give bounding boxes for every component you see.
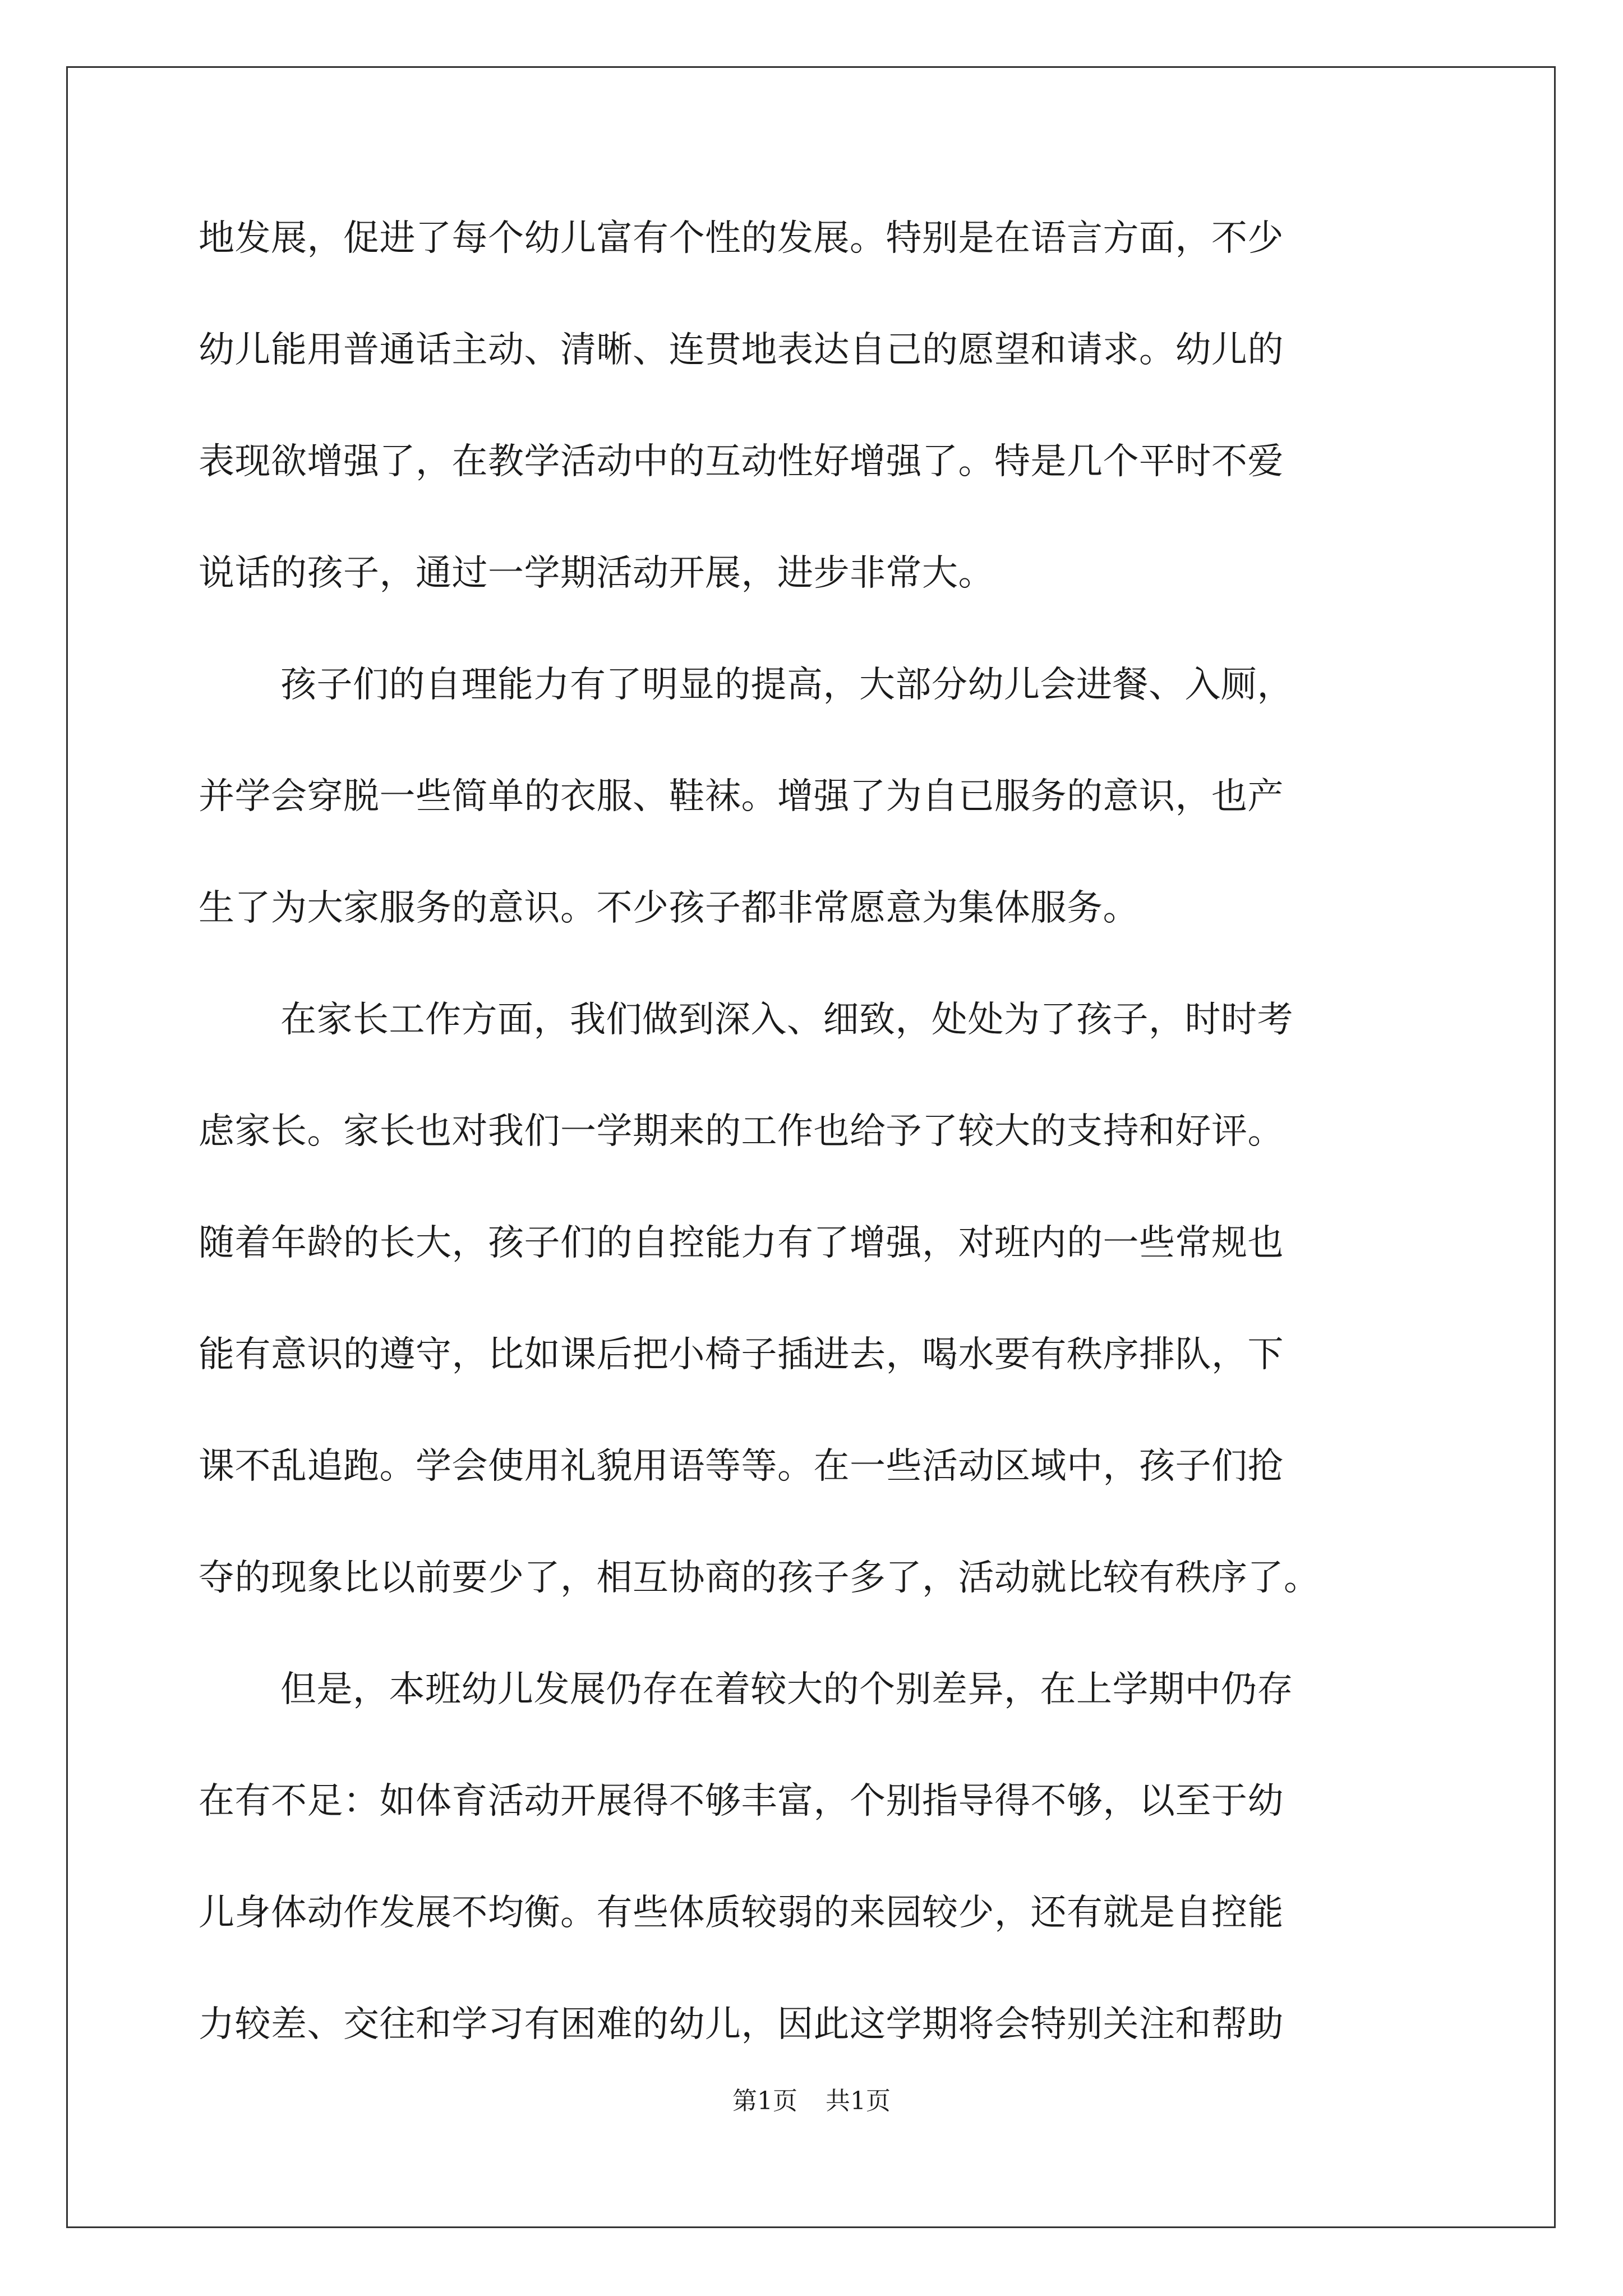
text-line: 并学会穿脱一些简单的衣服、鞋袜。增强了为自已服务的意识，也产 xyxy=(199,776,1284,817)
page-footer xyxy=(0,2086,1623,2117)
text-line: 夺的现象比以前要少了，相互协商的孩子多了，活动就比较有秩序了。 xyxy=(199,1557,1320,1599)
text-line: 说话的孩子，通过一学期活动开展，进步非常大。 xyxy=(199,553,994,594)
text-line: 力较差、交往和学习有困难的幼儿，因此这学期将会特别关注和帮助 xyxy=(199,2004,1284,2045)
paragraph-first-line: 孩子们的自理能力有了明显的提高，大部分幼儿会进餐、入厕， xyxy=(280,664,1293,706)
text-line: 课不乱追跑。学会使用礼貌用语等等。在一些活动区域中，孩子们抢 xyxy=(199,1446,1284,1487)
text-line: 地发展，促进了每个幼儿富有个性的发展。特别是在语言方面，不少 xyxy=(199,218,1284,259)
text-line: 在有不足：如体育活动开展得不够丰富，个别指导得不够，以至于幼 xyxy=(199,1780,1284,1822)
paragraph-first-line: 但是，本班幼儿发展仍存在着较大的个别差异，在上学期中仍存 xyxy=(280,1669,1293,1710)
text-line: 能有意识的遵守，比如课后把小椅子插进去，喝水要有秩序排队，下 xyxy=(199,1334,1284,1375)
page-number: 第1页 xyxy=(732,2087,797,2115)
text-line: 生了为大家服务的意识。不少孩子都非常愿意为集体服务。 xyxy=(199,887,1139,929)
text-line: 虑家长。家长也对我们一学期来的工作也给予了较大的支持和好评。 xyxy=(199,1111,1284,1152)
text-line: 儿身体动作发展不均衡。有些体质较弱的来园较少，还有就是自控能 xyxy=(199,1892,1284,1934)
text-line: 随着年龄的长大，孩子们的自控能力有了增强，对班内的一些常规也 xyxy=(199,1222,1284,1264)
text-line: 幼儿能用普通话主动、清晰、连贯地表达自己的愿望和请求。幼儿的 xyxy=(199,329,1284,371)
text-line: 表现欲增强了，在教学活动中的互动性好增强了。特是几个平时不爱 xyxy=(199,441,1284,482)
paragraph-first-line: 在家长工作方面，我们做到深入、细致，处处为了孩子，时时考 xyxy=(280,999,1293,1041)
page-total: 共1页 xyxy=(826,2087,891,2115)
